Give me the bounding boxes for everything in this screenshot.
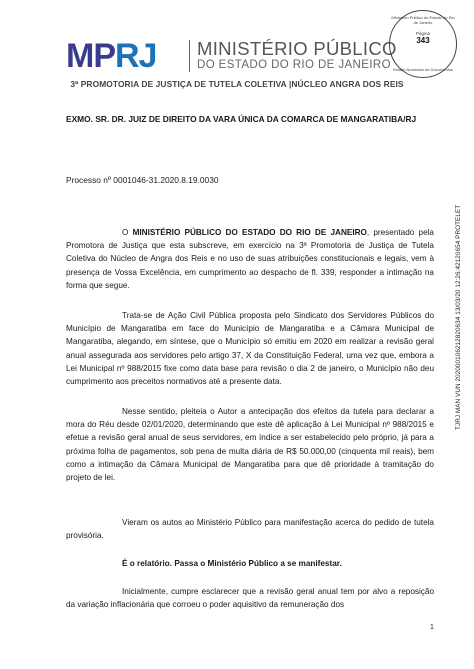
process-number: Processo nº 0001046-31.2020.8.19.0030 bbox=[66, 175, 219, 185]
addressee: EXMO. SR. DR. JUIZ DE DIREITO DA VARA ÚNICA DA COMARCA DE MANGARATIBA/RJ bbox=[66, 114, 417, 124]
p1-rest: , presentado pela Promotora de Justiça que esta subscreve, em exercício na 3ª Promotoria de Justiça de Tutela Coletiva do Núcleo de Angra dos Reis e no uso de suas atribuições constitucionais e legais, vem à presença de Vossa Excelência, em cumprimento ao despacho de fl. 339, responder a intimação na forma que segue. bbox=[66, 228, 434, 290]
stamp-label: Página bbox=[415, 31, 430, 36]
stamp-bottom-text: Estado Nomeado de Documentos bbox=[392, 67, 454, 72]
p1-lead: O bbox=[122, 228, 133, 237]
paragraph-remit bbox=[66, 516, 434, 542]
paragraph-report bbox=[66, 557, 434, 570]
p1-bold: MINISTÉRIO PÚBLICO DO ESTADO DO RIO DE JANEIRO bbox=[132, 228, 367, 237]
p3-text: Nesse sentido, pleiteia o Autor a antecipação dos efeitos da tutela para declarar a mora do Réu desde 02/01/2020, determinando que este dê aplicação à Lei Municipal nº 988/2015 e efetue a revisão geral anual de seus servidores, em índice a ser estabelecido pelo próprio, já para a próxima folha de pagamentos, sob pena de multa diária de R$ 50.000,00 (cinquenta mil reais), bem como a intimação da Câmara Municipal de Mangaratiba para que dê prioridade à tramitação do projeto de lei. bbox=[66, 407, 434, 483]
header-subtitle: DO ESTADO DO RIO DE JANEIRO bbox=[197, 59, 391, 71]
stamp-page-number: 343 bbox=[416, 36, 430, 45]
header-title: MINISTÉRIO PÚBLICO bbox=[197, 38, 397, 59]
paragraph-intro bbox=[66, 226, 434, 292]
mprj-logo bbox=[66, 36, 397, 76]
unit-heading: 3ª PROMOTORIA DE JUSTIÇA DE TUTELA COLETIVA |NÚCLEO ANGRA DOS REIS bbox=[70, 79, 404, 89]
stamp-ring-text: Ministério Público do Estado do Rio de Janeiro bbox=[391, 15, 455, 25]
paragraph-analysis bbox=[66, 585, 434, 611]
logo-rj: RJ bbox=[115, 37, 157, 75]
p4-text: Vieram os autos ao Ministério Público para manifestação acerca do pedido de tutela provisória. bbox=[66, 518, 434, 541]
page-stamp bbox=[389, 10, 457, 78]
paragraph-request bbox=[66, 405, 434, 484]
p5-text: É o relatório. Passa o Ministério Público a se manifestar. bbox=[122, 559, 342, 568]
side-protocol-text: TJRJ MAN VUN 202000106212820634 13/03/20 12:26:42120654 PROTELET bbox=[455, 204, 462, 430]
p2-text: Trata-se de Ação Civil Pública proposta pelo Sindicato dos Servidores Públicos do Município de Mangaratiba em face do Município de Mangaratiba e a Câmara Municipal de Mangaratiba, alegando, em síntese, que o Município só emitiu em 2020 em realizar a revisão geral anual assegurada aos servidores pelo artigo 37, X da Constituição Federal, uma vez que, embora a Lei Municipal nº 988/2015 fixe como data base para revisão o dia 2 de janeiro, o Município não deu cumprimento aos preceitos normativos até a presente data. bbox=[66, 311, 434, 387]
page-number: 1 bbox=[430, 624, 434, 631]
p6-text: Inicialmente, cumpre esclarecer que a revisão geral anual tem por alvo a reposição da variação inflacionária que corroeu o poder aquisitivo da remuneração dos bbox=[66, 587, 434, 610]
logo-mp: MP bbox=[66, 37, 115, 75]
logo-divider bbox=[189, 40, 190, 72]
logo-mark bbox=[66, 36, 156, 76]
paragraph-facts bbox=[66, 309, 434, 388]
